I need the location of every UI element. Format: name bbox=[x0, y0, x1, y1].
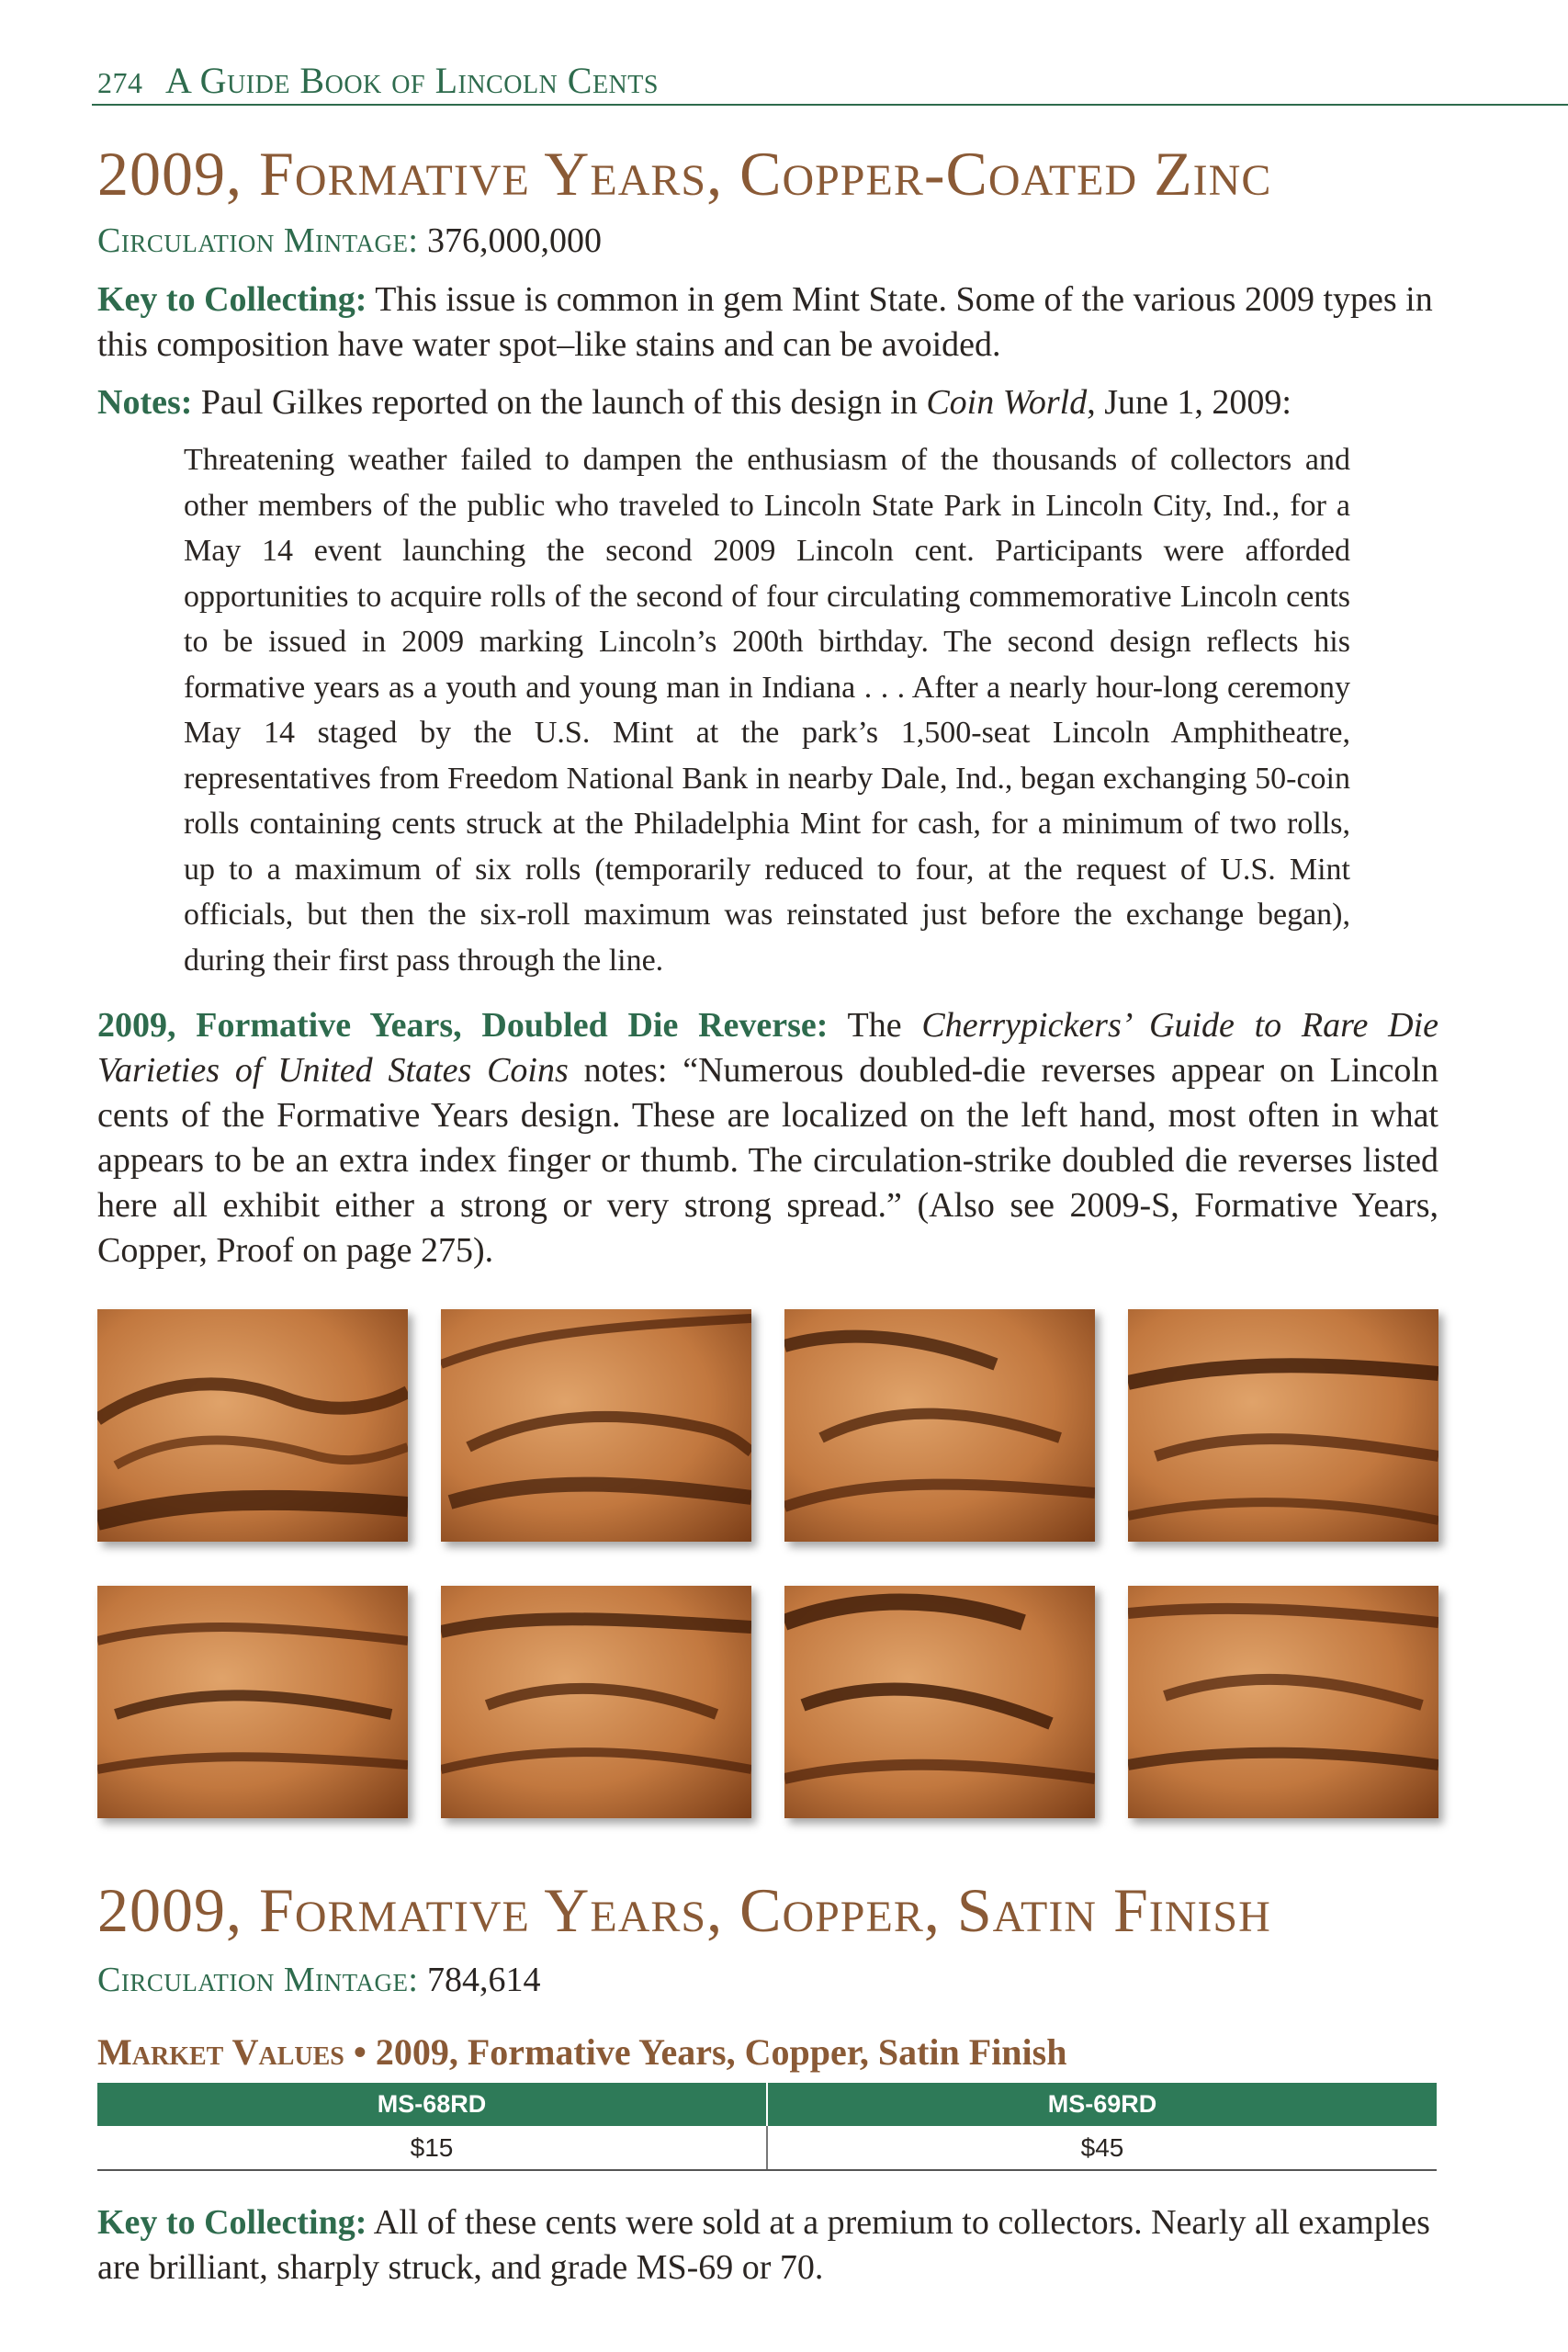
table-row bbox=[97, 2126, 1437, 2170]
book-title: A Guide Book of Lincoln Cents bbox=[165, 60, 659, 101]
notes-label: Notes: bbox=[97, 383, 193, 422]
coin-closeup-photo-2 bbox=[441, 1309, 751, 1542]
hand-detail-image bbox=[784, 1586, 1095, 1818]
key-text: This issue is common in gem Mint State. Some of the various 2009 types in this composition have water spot–like stains and can be avoided. bbox=[97, 280, 1433, 364]
notes-text: Paul Gilkes reported on the launch of this design in bbox=[200, 383, 918, 422]
header-rule bbox=[92, 104, 1568, 106]
bullet: • bbox=[353, 2031, 367, 2073]
table-header-row bbox=[97, 2083, 1437, 2126]
hand-detail-image bbox=[784, 1309, 1095, 1542]
ddr-label: 2009, Formative Years, Doubled Die Reverse: bbox=[97, 1006, 829, 1045]
market-values-title bbox=[97, 2030, 1066, 2074]
market-values-label: Market Values bbox=[97, 2031, 344, 2073]
grade-header: MS-69RD bbox=[767, 2083, 1437, 2126]
section-heading-satin-finish: 2009, Formative Years, Copper, Satin Finish bbox=[97, 1875, 1271, 1945]
coin-closeup-photo-6 bbox=[441, 1586, 751, 1818]
notes bbox=[97, 380, 1438, 425]
mintage-label: Circulation Mintage: bbox=[97, 1961, 419, 1999]
market-values-table bbox=[97, 2083, 1437, 2171]
coin-closeup-photo-5 bbox=[97, 1586, 408, 1818]
doubled-die-reverse-paragraph bbox=[97, 1003, 1438, 1273]
publication-title: Coin World bbox=[926, 383, 1088, 422]
key-to-collecting-satin bbox=[97, 2200, 1438, 2290]
key-label: Key to Collecting: bbox=[97, 280, 367, 319]
ddr-text-2: notes: “Numerous doubled-die reverses appear on Lincoln cents of the Formative Years design. These are localized on the left hand, most often in what appears to be an extra index finger or thumb. The circulation-strike doubled die reverses listed here all exhibit either a strong or very strong spread.” (Also see 2009-S, Formative Years, Copper, Proof on page 275). bbox=[97, 1051, 1438, 1270]
mintage-value: 784,614 bbox=[427, 1961, 541, 1999]
coin-closeup-photo-8 bbox=[1128, 1586, 1438, 1818]
hand-detail-image bbox=[441, 1309, 751, 1542]
notes-date: , June 1, 2009: bbox=[1087, 383, 1292, 422]
coin-closeup-photo-4 bbox=[1128, 1309, 1438, 1542]
value-cell: $45 bbox=[767, 2126, 1437, 2170]
section-heading-copper-coated-zinc: 2009, Formative Years, Copper-Coated Zinc bbox=[97, 139, 1272, 209]
hand-detail-image bbox=[97, 1309, 408, 1542]
page-number: 274 bbox=[97, 66, 143, 99]
ddr-text-1: The bbox=[847, 1006, 902, 1045]
cherrypickers-title: Cherrypickers’ Guide to Rare Die Varieties of United States Coins bbox=[97, 1006, 1438, 1090]
key-label: Key to Collecting: bbox=[97, 2203, 367, 2242]
circulation-mintage-satin bbox=[97, 1960, 541, 2000]
block-quote: Threatening weather failed to dampen the enthusiasm of the thousands of collectors and other members of the public who traveled to Lincoln State Park in Lincoln City, Ind., for a May 14 event launching the second 2009 Lincoln cent. Participants were afforded opportunities to acquire rolls of the second of four circulating commemorative Lincoln cents to be issued in 2009 marking Lincoln’s 200th birthday. The second design reflects his formative years as a youth and young man in Indiana . . . After a nearly hour-long ceremony May 14 staged by the U.S. Mint at the park’s 1,500-seat Lincoln Amphitheatre, representatives from Freedom National Bank in nearby Dale, Ind., began exchanging 50-coin rolls containing cents struck at the Philadelphia Mint for cash, for a minimum of two rolls, up to a maximum of six rolls (temporarily reduced to four, at the request of U.S. Mint officials, but then the six-roll maximum was reinstated just before the exchange began), during their first pass through the line. bbox=[184, 443, 1350, 978]
hand-detail-image bbox=[1128, 1586, 1438, 1818]
hand-detail-image bbox=[1128, 1309, 1438, 1542]
mintage-value: 376,000,000 bbox=[427, 221, 602, 260]
key-text: All of these cents were sold at a premium to collectors. Nearly all examples are brilliant, sharply struck, and grade MS-69 or 70. bbox=[97, 2203, 1430, 2287]
value-cell: $15 bbox=[97, 2126, 767, 2170]
circulation-mintage bbox=[97, 220, 602, 261]
market-values-subject: 2009, Formative Years, Copper, Satin Finish bbox=[375, 2031, 1067, 2073]
grade-header: MS-68RD bbox=[97, 2083, 767, 2126]
mintage-label: Circulation Mintage: bbox=[97, 221, 419, 260]
running-head bbox=[97, 59, 659, 102]
coin-closeup-photo-7 bbox=[784, 1586, 1095, 1818]
key-to-collecting bbox=[97, 277, 1438, 368]
hand-detail-image bbox=[441, 1586, 751, 1818]
coin-closeup-photo-3 bbox=[784, 1309, 1095, 1542]
hand-detail-image bbox=[97, 1586, 408, 1818]
coin-closeup-photo-1 bbox=[97, 1309, 408, 1542]
